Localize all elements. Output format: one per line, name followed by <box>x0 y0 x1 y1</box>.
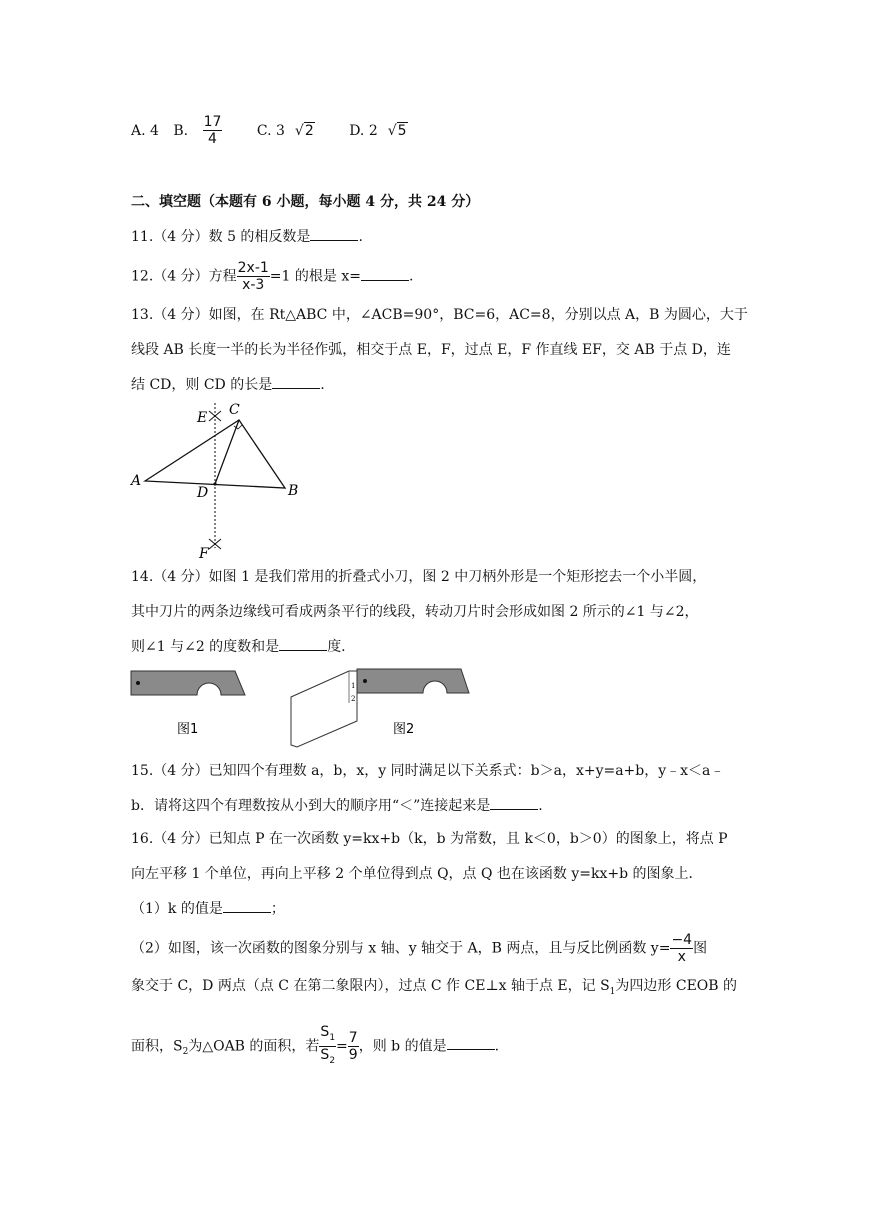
question-13-line-3: 结 CD，则 CD 的长是 . <box>131 374 325 395</box>
q10-option-c: C. 3 √2 <box>257 123 335 139</box>
question-11: 11.（4 分）数 5 的相反数是 . <box>131 226 363 247</box>
q16-ratio-value: $\frac{7}{9}$ <box>348 1029 358 1063</box>
question-15-line-2: b．请将这四个有理数按从小到大的顺序用“＜”连接起来是 . <box>131 795 543 816</box>
q12-fraction: $\frac{2x-1}{x-3}$ <box>237 260 269 293</box>
answer-blank <box>272 374 320 389</box>
figure-2-pivot-dot <box>363 679 367 683</box>
question-16-part-1: （1）k 的值是 ； <box>131 898 285 919</box>
answer-blank <box>310 226 358 241</box>
question-12: 12.（4 分）方程 $\frac{2x-1}{x-3}$ =1 的根是 x= . <box>131 260 414 293</box>
question-13-line-2: 线段 AB 长度一半的长为半径作弧，相交于点 E，F，过点 E，F 作直线 EF，交 AB 于点 D，连 <box>131 342 731 358</box>
question-14-line-3: 则∠1 与∠2 的度数和是 度. <box>131 636 346 657</box>
answer-blank <box>361 266 409 281</box>
sqrt-symbol: √2 <box>294 122 314 139</box>
section-title: 二、填空题（本题有 6 小题，每小题 4 分，共 24 分） <box>131 194 480 210</box>
q16-inverse-fraction: $\frac{-4}{x}$ <box>671 932 693 965</box>
answer-blank <box>490 795 538 810</box>
label-b: B <box>288 483 299 499</box>
segment-cd <box>215 420 239 484</box>
q16-area-ratio: $\frac{S_1}{S_2}$ <box>320 1024 336 1066</box>
question-14-line-2: 其中刀片的两条边缘线可看成两条平行的线段，转动刀片时会形成如图 2 所示的∠1 与∠2， <box>131 604 699 620</box>
q10-option-a: A. 4 <box>131 122 159 139</box>
angle-2-label: 2 <box>351 695 356 703</box>
figure-2-blade <box>291 671 357 747</box>
q10-option-d: D. 2 √5 <box>349 123 427 139</box>
label-c: C <box>229 402 240 418</box>
label-d: D <box>197 485 209 501</box>
label-a: A <box>131 473 142 489</box>
figure-2-caption: 图2 <box>393 722 415 737</box>
q10-option-b: B. $\frac{17}{4}$ <box>173 123 246 139</box>
label-f: F <box>199 546 209 562</box>
question-14-line-1: 14.（4 分）如图 1 是我们常用的折叠式小刀，图 2 中刀柄外形是一个矩形挖去一个小半圆， <box>131 569 707 585</box>
figure-1-pivot-dot <box>136 681 140 685</box>
q13-triangle-figure <box>125 398 315 563</box>
point-d <box>213 482 216 485</box>
question-16-line-1: 16.（4 分）已知点 P 在一次函数 y=kx+b（k，b 为常数，且 k＜0，b＞0）的图象上，将点 P <box>131 831 728 847</box>
figure-1-caption: 图1 <box>177 722 199 737</box>
q10-options <box>131 114 438 147</box>
q14-knife-figures <box>125 663 485 753</box>
sqrt-symbol: √5 <box>387 122 407 139</box>
angle-1-label: 1 <box>351 682 356 690</box>
answer-blank <box>223 898 271 913</box>
question-16-line-2: 向左平移 1 个单位，再向上平移 2 个单位得到点 Q，点 Q 也在该函数 y=kx+b 的图象上． <box>131 866 703 882</box>
answer-blank <box>447 1035 495 1050</box>
question-16-line-4: 象交于 C，D 两点（点 C 在第二象限内），过点 C 作 CE⊥x 轴于点 E，记 $S_1$为四边形 CEOB 的 <box>131 978 738 997</box>
figure-2-knife-handle <box>357 669 469 693</box>
figure-1-knife-handle <box>131 671 245 695</box>
q10-option-b-fraction: $\frac{17}{4}$ <box>203 114 222 147</box>
answer-blank <box>279 636 327 651</box>
question-16-part-2: （2）如图，该一次函数的图象分别与 x 轴、y 轴交于 A，B 两点，且与反比例函数 y= $\frac{-4}{x}$ 图 <box>131 932 708 965</box>
question-15-line-1: 15.（4 分）已知四个有理数 a，b，x，y 同时满足以下关系式：b＞a，x+y=a+b，y﹣x＜a﹣ <box>131 763 725 779</box>
triangle-abc <box>145 420 285 488</box>
question-16-line-5: 面积，$S_2$为△OAB 的面积，若 $\frac{S_1}{S_2}$ = $\frac{7}{9}$ ，则 b 的值是 . <box>131 1024 499 1069</box>
label-e: E <box>197 410 208 426</box>
question-13-line-1: 13.（4 分）如图，在 Rt△ABC 中，∠ACB=90°，BC=6，AC=8，分别以点 A，B 为圆心，大于 <box>131 307 748 323</box>
